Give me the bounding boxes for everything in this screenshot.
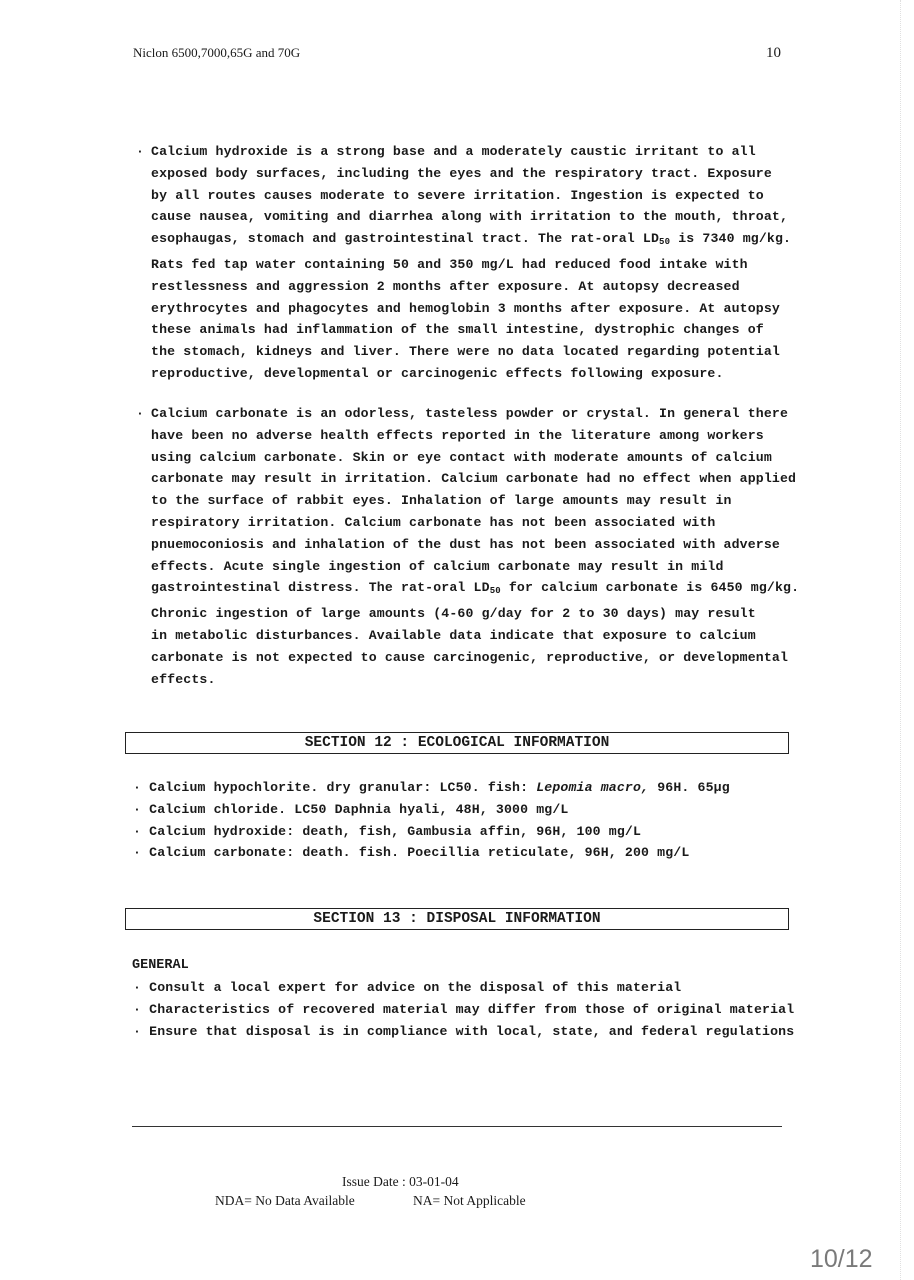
document-title: Niclon 6500,7000,65G and 70G	[133, 45, 301, 60]
text-fragment: for calcium carbonate is 6450 mg/kg.	[500, 580, 800, 596]
text-line: to the surface of rabbit eyes. Inhalation of large amounts may result in	[151, 493, 732, 509]
issue-date: Issue Date : 03-01-04	[342, 1174, 459, 1189]
species-name: Lepomia macro,	[536, 780, 650, 795]
list-item	[133, 799, 730, 821]
bullet: ·	[133, 823, 142, 839]
text-fragment: Calcium hypochlorite. dry granular: LC50. fish:	[149, 780, 537, 795]
bullet: ·	[136, 144, 145, 159]
bullet: ·	[133, 845, 142, 861]
text-line: effects.	[151, 671, 216, 687]
list-item	[133, 977, 794, 999]
text-line: pnuemoconiosis and inhalation of the dust has not been associated with adverse	[151, 536, 780, 552]
text-fragment: Consult a local expert for advice on the disposal of this material	[149, 980, 682, 995]
ld-subscript: 50	[659, 237, 671, 248]
viewer-page-counter: 10/12	[810, 1245, 873, 1273]
bullet: ·	[133, 980, 142, 995]
text-line: by all routes causes moderate to severe irritation. Ingestion is expected to	[151, 187, 764, 203]
list-item	[133, 999, 794, 1021]
text-fragment: Calcium hydroxide: death, fish, Gambusia affin, 96H, 100 mg/L	[149, 823, 642, 839]
text-fragment: Ensure that disposal is in compliance with local, state, and federal regulations	[149, 1023, 795, 1039]
text-line: the stomach, kidneys and liver. There were no data located regarding potential	[151, 344, 780, 360]
bullet: ·	[133, 1023, 142, 1039]
text-fragment: 96H. 65μg	[649, 780, 730, 795]
text-line-ld50	[151, 577, 800, 603]
section-13-heading: SECTION 13 : DISPOSAL INFORMATION	[125, 908, 789, 930]
text-line: Calcium hydroxide is a strong base and a moderately caustic irritant to all	[151, 144, 756, 159]
text-fragment: is 7340 mg/kg.	[670, 231, 792, 247]
bullet: ·	[136, 406, 145, 421]
text-fragment: Calcium carbonate: death. fish. Poecillia reticulate, 96H, 200 mg/L	[149, 845, 690, 861]
page-number: 10	[766, 45, 781, 61]
ecological-info-list	[133, 777, 730, 864]
text-line: carbonate is not expected to cause carcinogenic, reproductive, or developmental	[151, 649, 789, 665]
text-line: effects. Acute single ingestion of calcium carbonate may result in mild	[151, 558, 724, 574]
ld-subscript: 50	[489, 586, 501, 597]
footer-divider	[132, 1126, 782, 1127]
text-line: in metabolic disturbances. Available data indicate that exposure to calcium	[151, 627, 756, 643]
text-line: Calcium carbonate is an odorless, tasteless powder or crystal. In general there	[151, 406, 789, 421]
nda-legend: NDA= No Data Available	[215, 1193, 355, 1208]
text-line: exposed body surfaces, including the eyes and the respiratory tract. Exposure	[151, 165, 772, 181]
bullet: ·	[133, 780, 142, 795]
text-line: carbonate may result in irritation. Calcium carbonate had no effect when applied	[151, 471, 797, 487]
list-item	[133, 1021, 794, 1043]
na-legend: NA= Not Applicable	[413, 1193, 526, 1208]
text-line: respiratory irritation. Calcium carbonate has not been associated with	[151, 514, 716, 530]
text-line: erythrocytes and phagocytes and hemoglobin 3 months after exposure. At autopsy	[151, 300, 780, 316]
text-fragment: esophaugas, stomach and gastrointestinal tract. The rat-oral LD	[151, 231, 660, 247]
text-line: reproductive, developmental or carcinogenic effects following exposure.	[151, 365, 724, 381]
paragraph-calcium-hydroxide	[136, 141, 796, 385]
list-item	[133, 777, 730, 799]
page-edge-guide	[900, 0, 901, 1280]
list-item	[133, 821, 730, 843]
bullet: ·	[133, 801, 142, 817]
general-label: GENERAL	[132, 958, 189, 973]
text-line: cause nausea, vomiting and diarrhea along with irritation to the mouth, throat,	[151, 209, 789, 225]
bullet: ·	[133, 1001, 142, 1017]
text-line: Rats fed tap water containing 50 and 350 mg/L had reduced food intake with	[151, 256, 748, 272]
text-line: have been no adverse health effects reported in the literature among workers	[151, 427, 764, 443]
text-fragment: Calcium chloride. LC50 Daphnia hyali, 48H, 3000 mg/L	[149, 801, 569, 817]
text-fragment: gastrointestinal distress. The rat-oral LD	[151, 580, 490, 596]
section-12-heading: SECTION 12 : ECOLOGICAL INFORMATION	[125, 732, 789, 754]
text-line: restlessness and aggression 2 months after exposure. At autopsy decreased	[151, 278, 740, 294]
text-line: using calcium carbonate. Skin or eye contact with moderate amounts of calcium	[151, 449, 772, 465]
disposal-info-list	[133, 977, 794, 1042]
list-item	[133, 842, 730, 864]
text-line-ld50	[151, 228, 796, 254]
text-fragment: Characteristics of recovered material may differ from those of original material	[149, 1001, 795, 1017]
text-line: Chronic ingestion of large amounts (4-60 g/day for 2 to 30 days) may result	[151, 606, 756, 622]
paragraph-calcium-carbonate	[136, 403, 800, 690]
text-line: these animals had inflammation of the small intestine, dystrophic changes of	[151, 322, 764, 338]
